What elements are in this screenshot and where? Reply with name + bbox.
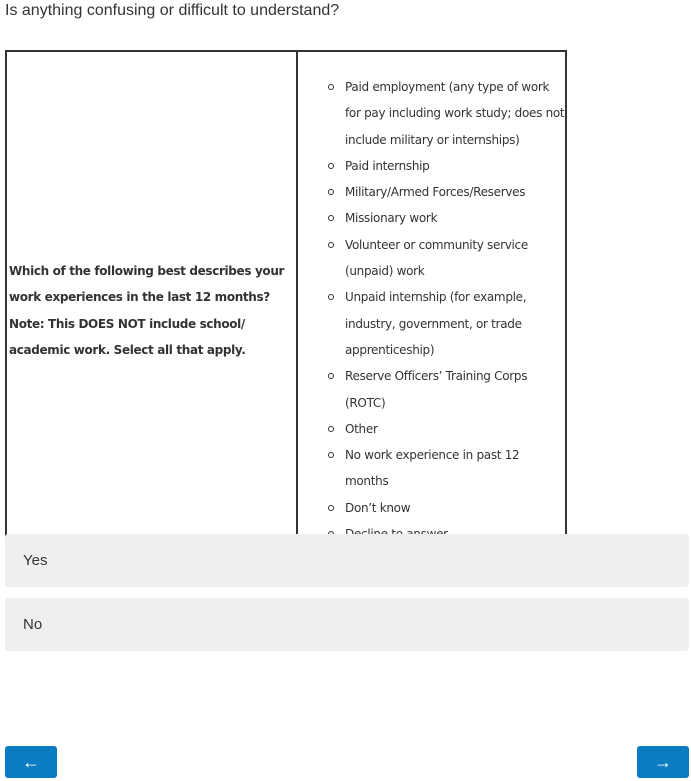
choice-no-button[interactable]: No	[5, 598, 689, 651]
option-volunteer: Volunteer or community service (unpaid) work	[345, 232, 565, 285]
prompt-cell	[6, 51, 297, 560]
option-rotc: Reserve Officers’ Training Corps (ROTC)	[345, 363, 565, 416]
options-list	[298, 52, 565, 559]
arrow-left-icon: ←	[22, 752, 40, 772]
option-paid-internship: Paid internship	[345, 153, 565, 179]
arrow-right-icon: →	[654, 752, 672, 772]
survey-item-prompt: Which of the following best describes your work experiences in the last 12 months? Note: This DOES NOT include school/ academic work. Select all that apply.	[9, 264, 285, 357]
next-button[interactable]	[637, 746, 689, 778]
option-no-work-experience: No work experience in past 12 months	[345, 442, 565, 495]
question-title: Is anything confusing or difficult to understand?	[5, 2, 340, 19]
option-unpaid-internship: Unpaid internship (for example, industry, government, or trade apprenticeship)	[345, 284, 565, 363]
choice-yes-button[interactable]: Yes	[5, 534, 689, 587]
back-button[interactable]	[5, 746, 57, 778]
survey-item-table	[5, 50, 567, 561]
option-military: Military/Armed Forces/Reserves	[345, 179, 565, 205]
option-other: Other	[345, 416, 565, 442]
options-cell	[297, 51, 566, 560]
option-dont-know: Don’t know	[345, 495, 565, 521]
option-missionary-work: Missionary work	[345, 205, 565, 231]
option-paid-employment: Paid employment (any type of work for pay including work study; does not include military or internships)	[345, 74, 565, 153]
